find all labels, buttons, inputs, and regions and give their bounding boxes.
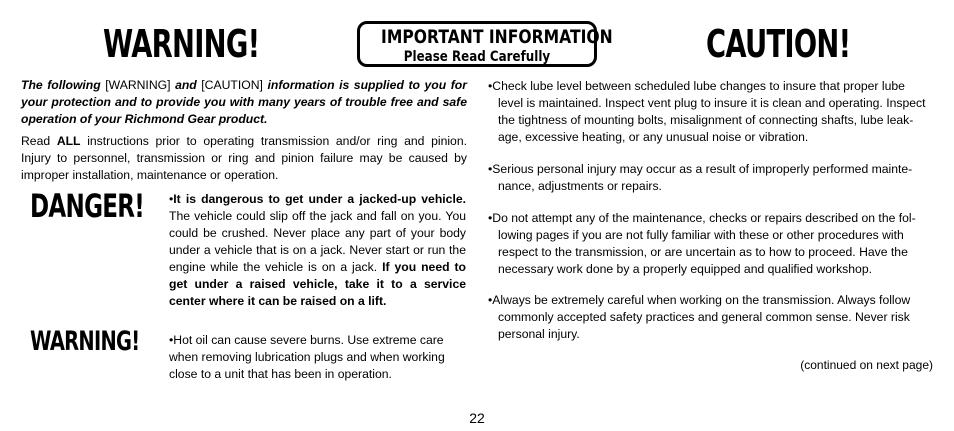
caution-item-first-line: Serious personal injury may occur as a result of improperly performed mainte- (492, 162, 913, 176)
caution-item-first-line: Always be extremely careful when working on the transmission. Always follow (492, 293, 911, 307)
danger-heading: DANGER! (30, 187, 145, 225)
read-all-paragraph (21, 133, 467, 184)
read-all-pre: Read (21, 134, 51, 148)
intro-warning-tag: [WARNING] (105, 78, 171, 92)
danger-paragraph: •It is dangerous to get under a jacked-up vehicle. The vehicle could slip off the jack and fall on you. You could be crushed. Never place any part of your body under a vehicle that is on a jack. Never start or run the engine while the vehicle is on a jack. If you need to get under a raised vehicle, take it to a service center where it can be raised on a lift. (169, 192, 466, 308)
intro-and: and (175, 78, 197, 92)
caution-item-rest: level is maintained. Inspect vent plug to insure it is clean and operating. Inspect the tightness of mounting bolts, misalignment of connecting shafts, lube leak-age, excessive heating, or any unusual noise or vibration. (498, 96, 926, 144)
warning-heading: WARNING! (103, 22, 260, 66)
hot-oil-text: Hot oil can cause severe burns. Use extreme care when removing lubrication plugs and when working close to a unit that has been in operation. (169, 333, 445, 381)
caution-heading: CAUTION! (706, 22, 851, 66)
read-all-bold: ALL (56, 134, 81, 148)
warning-small-heading: WARNING! (30, 326, 140, 357)
info-box-title: IMPORTANT INFORMATION (381, 26, 613, 48)
hot-oil-paragraph: •Hot oil can cause severe burns. Use extreme care when removing lubrication plugs and when working close to a unit that has been in operation. (169, 333, 445, 381)
read-all-post: instructions prior to operating transmission and/or ring and pinion. Injury to personnel, transmission or ring and pinion failure may be caused by improper installation, maintenance or operation. (21, 134, 468, 182)
caution-item: •Serious personal injury may occur as a result of improperly performed mainte- nance, adjustments or repairs. (488, 161, 936, 195)
caution-item: •Check lube level between scheduled lube changes to insure that proper lube level is maintained. Inspect vent plug to insure it is clean and operating. Inspect the tightness of mounting bolts, misalignment of connecting shafts, lube leak-age, excessive heating, or any unusual noise or vibration. (488, 78, 936, 146)
important-information-box (357, 21, 613, 67)
intro-part2: information is supplied to you for your protection and to provide you with many years of trouble free and safe operation of your Richmond Gear product. (21, 78, 467, 126)
danger-bold-lead: It is dangerous to get under a jacked-up vehicle. (173, 192, 466, 206)
intro-caution-tag: [CAUTION] (201, 78, 263, 92)
intro-part1: The following (21, 78, 101, 92)
caution-item-rest: lowing pages if you are not fully familiar with these or other procedures with respect to the transmission, or are uncertain as to how to proceed. Have the necessary work done by a properly equipped and qualified workshop. (498, 228, 908, 276)
danger-bold-tail: If you need to get under a raised vehicle, take it to a service center where it can be raised on a lift. (169, 260, 466, 308)
info-box-subtitle: Please Read Carefully (403, 49, 551, 65)
continued-note: (continued on next page) (800, 358, 933, 372)
caution-item-rest: nance, adjustments or repairs. (498, 179, 662, 193)
caution-item: •Do not attempt any of the maintenance, checks or repairs described on the fol- lowing pages if you are not fully familiar with these or other procedures with respect to the transmission, or are uncertain as to how to proceed. Have the necessary work done by a properly equipped and qualified workshop. (488, 210, 936, 278)
danger-body: The vehicle could slip off the jack and fall on you. You could be crushed. Never place any part of your body under a vehicle that is on a jack. Never start or run the engine while the vehicle is on a jack. (169, 209, 466, 274)
caution-item: •Always be extremely careful when working on the transmission. Always follow commonly accepted safety practices and general common sense. Never risk personal injury. (488, 292, 936, 343)
caution-item-rest: commonly accepted safety practices and general common sense. Never risk personal injury. (498, 310, 910, 341)
caution-item-first-line: Check lube level between scheduled lube changes to insure that proper lube (492, 79, 905, 93)
intro-paragraph (21, 77, 467, 128)
caution-item-first-line: Do not attempt any of the maintenance, checks or repairs described on the fol- (492, 211, 916, 225)
page-number: 22 (469, 410, 485, 426)
